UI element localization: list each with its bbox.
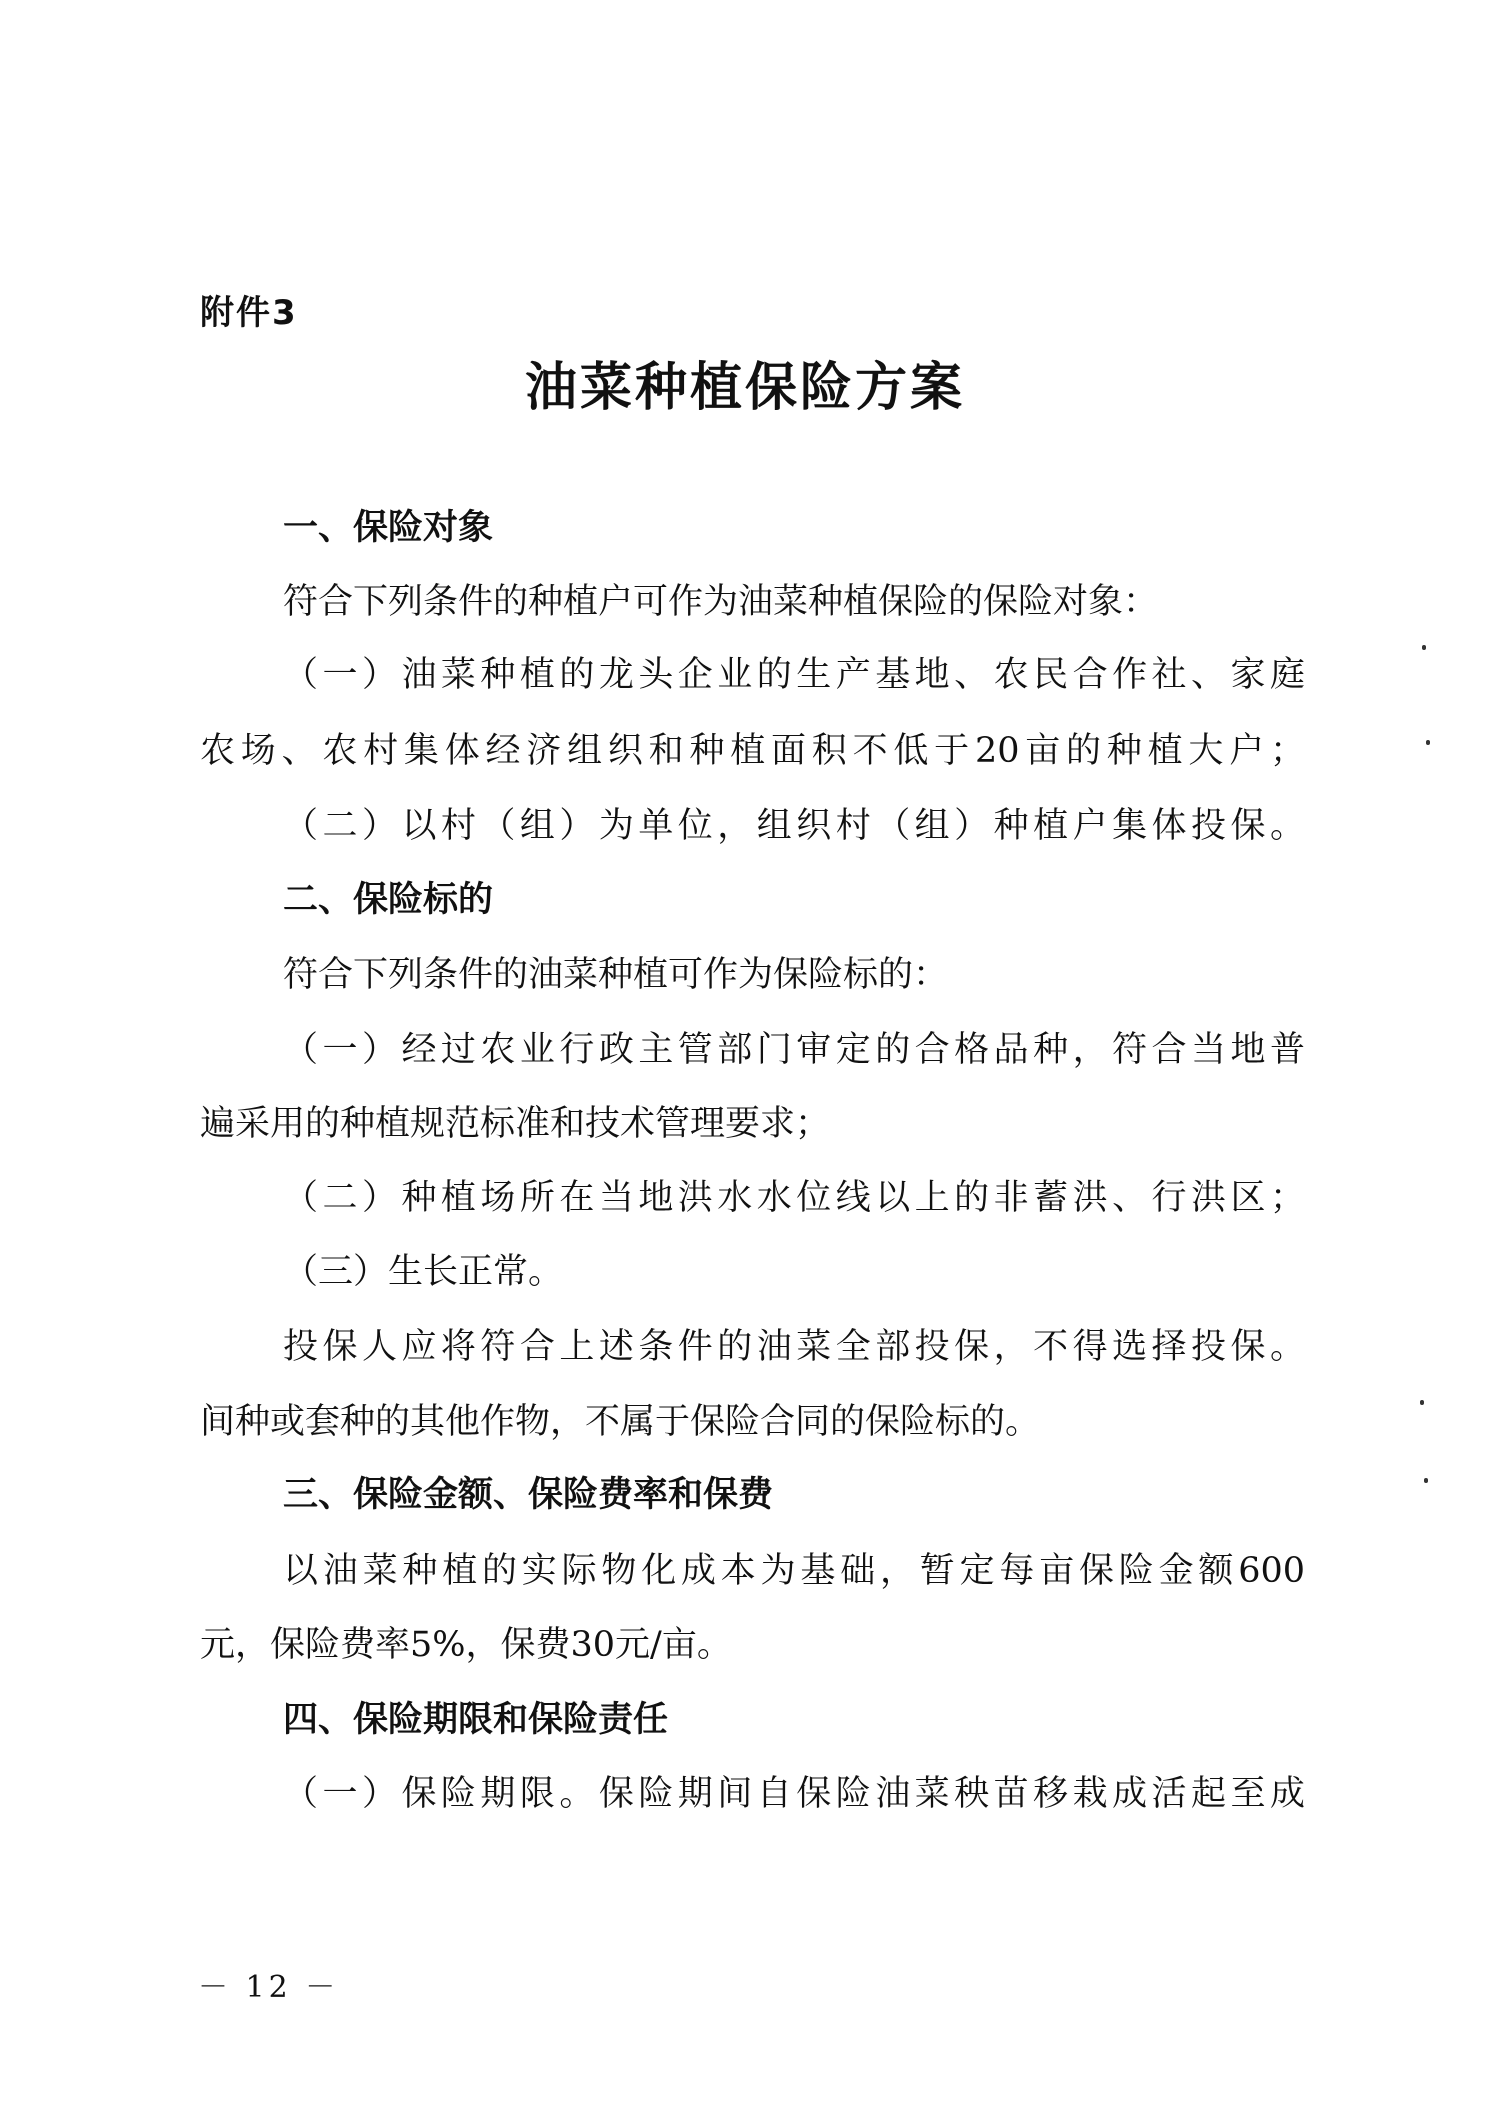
page-number: － 12 － xyxy=(198,1970,340,2005)
paragraph: 元，保险费率5%，保费30元/亩。 xyxy=(200,1625,732,1665)
document-title: 油菜种植保险方案 xyxy=(524,357,965,418)
paragraph: 符合下列条件的油菜种植可作为保险标的： xyxy=(283,955,949,995)
paragraph: 投保人应将符合上述条件的油菜全部投保，不得选择投保。 xyxy=(283,1327,1305,1367)
scan-speck xyxy=(1422,645,1426,650)
section-heading-4: 四、保险期限和保险责任 xyxy=(283,1700,669,1740)
section-heading-2: 二、保险标的 xyxy=(283,880,494,920)
scan-speck xyxy=(1420,1400,1424,1405)
paragraph: （三）生长正常。 xyxy=(283,1252,564,1292)
paragraph: （一）油菜种植的龙头企业的生产基地、农民合作社、家庭 xyxy=(283,655,1305,695)
section-heading-3: 三、保险金额、保险费率和保费 xyxy=(283,1475,774,1515)
section-heading-1: 一、保险对象 xyxy=(283,508,494,548)
paragraph: 农场、农村集体经济组织和种植面积不低于20亩的种植大户； xyxy=(200,731,1305,771)
attachment-label: 附件3 xyxy=(200,293,298,333)
paragraph: 间种或套种的其他作物，不属于保险合同的保险标的。 xyxy=(200,1402,1041,1442)
paragraph: 以油菜种植的实际物化成本为基础，暂定每亩保险金额600 xyxy=(283,1551,1305,1591)
scan-speck xyxy=(1426,740,1430,745)
paragraph: 遍采用的种植规范标准和技术管理要求； xyxy=(200,1104,831,1144)
paragraph: （二）以村（组）为单位，组织村（组）种植户集体投保。 xyxy=(283,806,1305,846)
paragraph: （二）种植场所在当地洪水水位线以上的非蓄洪、行洪区； xyxy=(283,1178,1305,1218)
scan-speck xyxy=(1424,1478,1428,1483)
paragraph: （一）保险期限。保险期间自保险油菜秧苗移栽成活起至成 xyxy=(283,1774,1305,1814)
paragraph: 符合下列条件的种植户可作为油菜种植保险的保险对象： xyxy=(283,582,1159,622)
paragraph: （一）经过农业行政主管部门审定的合格品种，符合当地普 xyxy=(283,1030,1305,1070)
